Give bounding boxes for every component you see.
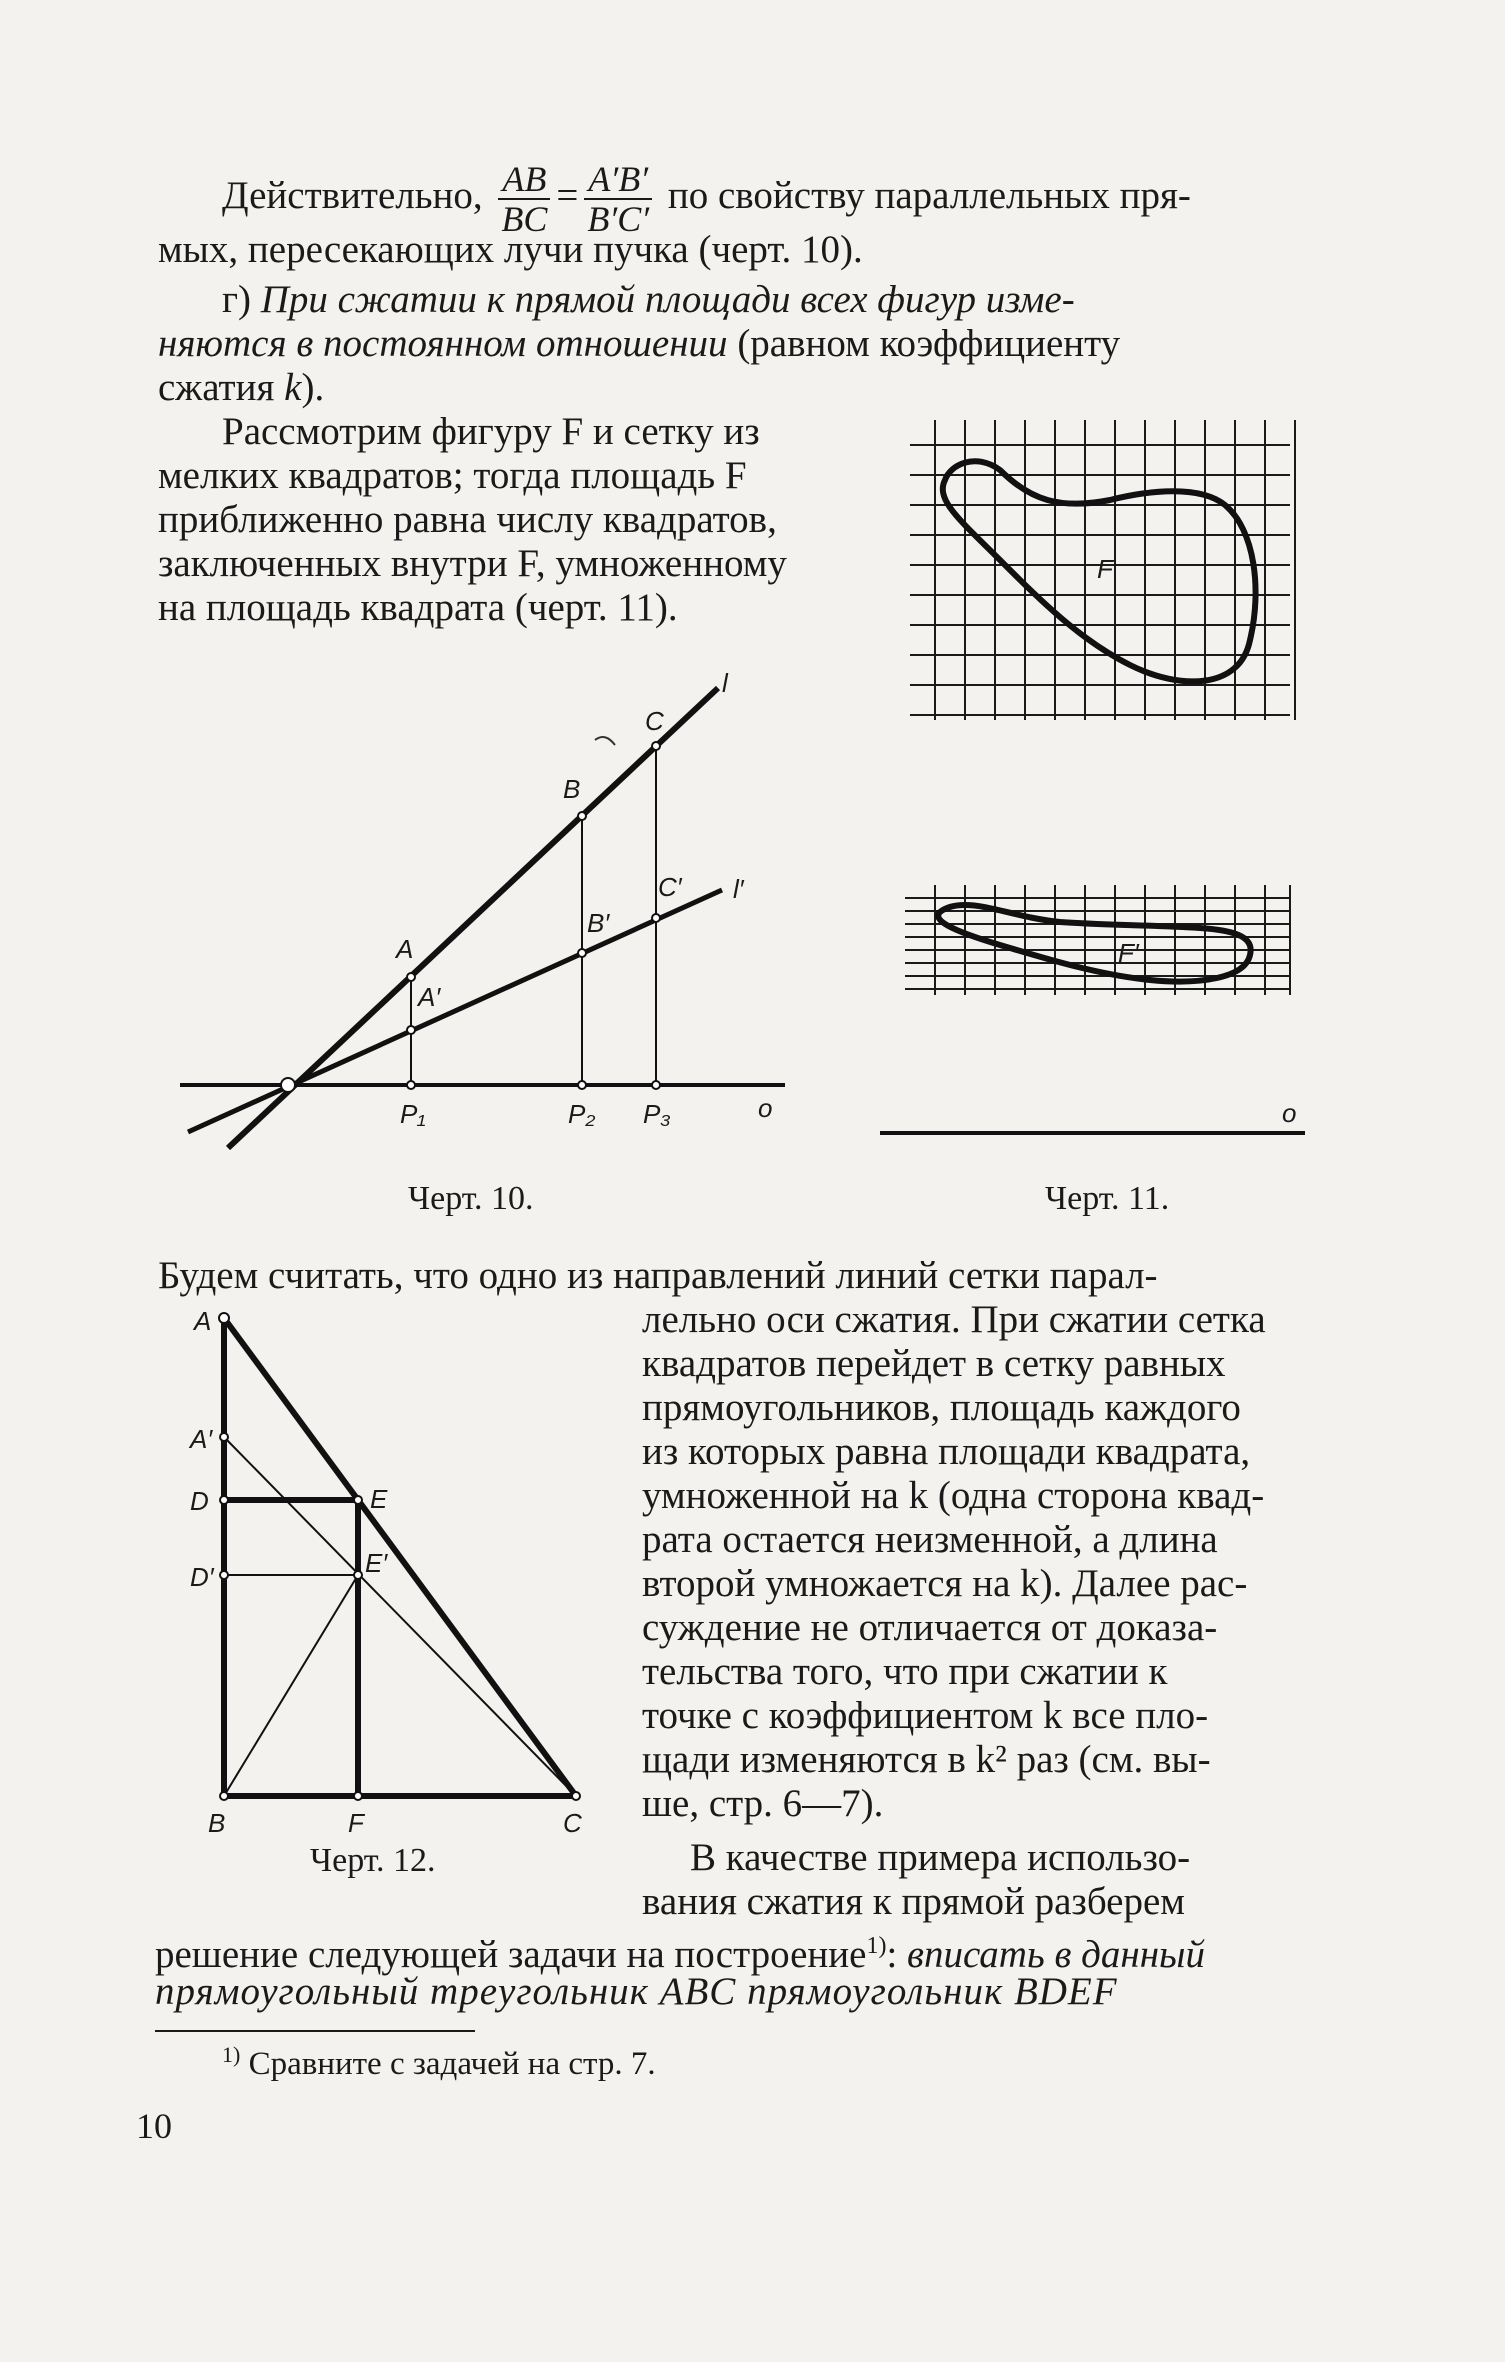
label-e-prime: E′ (365, 1548, 388, 1578)
para2-line3-end: ). (301, 366, 325, 409)
para3-line3: приближенно равна числу квадратов, (158, 498, 777, 541)
label-c: C (645, 706, 664, 736)
para5-line1: В качестве примера использо- (690, 1836, 1191, 1879)
label-c-fig12: C (563, 1808, 582, 1838)
page-number: 10 (136, 2106, 172, 2146)
para5-line3-italic: вписать в данный (907, 1933, 1205, 1976)
para4-line3: прямоугольников, площадь каждого (642, 1386, 1241, 1429)
para4-line9: тельства того, что при сжатии к (642, 1650, 1168, 1693)
para3-line5: на площадь квадрата (черт. 11). (158, 586, 678, 629)
footnote-text: Сравните с задачей на стр. 7. (248, 2046, 656, 2082)
label-o-fig11: o (1282, 1098, 1297, 1128)
para5-colon: : (886, 1933, 898, 1976)
label-l-prime: l′ (733, 874, 744, 904)
para2-k: k (284, 366, 302, 409)
label-b-fig12: B (208, 1808, 226, 1838)
line-b-e-prime (224, 1575, 358, 1796)
label-o: o (758, 1093, 773, 1123)
para3-line1: Рассмотрим фигуру F и сетку из (222, 410, 760, 453)
label-p3: P₃ (643, 1099, 671, 1129)
para5-line3-start: решение следующей задачи на построение (155, 1933, 867, 1976)
caption-fig10: Черт. 10. (408, 1180, 534, 1217)
label-f: F (1097, 554, 1113, 584)
label-b-prime: B′ (587, 908, 610, 938)
para4-line5: умноженной на k (одна сторона квад- (642, 1474, 1265, 1517)
para4-line1: лельно оси сжатия. При сжатии сетка (642, 1298, 1266, 1341)
para2-italic-1: При сжатии к прямой площади всех фигур изме- (260, 278, 1075, 321)
line-a-prime-c (224, 1437, 576, 1796)
label-p1: P₁ (400, 1099, 426, 1129)
label-a-prime: A′ (418, 982, 441, 1012)
label-b: B (563, 774, 581, 804)
frac1-denominator: BC (501, 199, 548, 239)
label-f-fig12: F (348, 1808, 364, 1838)
hypotenuse-ac (224, 1318, 576, 1796)
para3-line2: мелких квадратов; тогда площадь F (158, 454, 747, 497)
label-p2: P₂ (568, 1099, 596, 1129)
label-d: D (190, 1486, 209, 1516)
para2-line3-start: сжатия (158, 366, 275, 409)
para2-italic-2: няются в постоянном отношении (158, 322, 728, 365)
para2-tail-2: (равном коэффициенту (737, 322, 1121, 365)
para1-end: по свойству параллельных пря- (667, 173, 1191, 217)
label-e: E (370, 1484, 388, 1514)
para1-start: Действительно, (222, 173, 483, 217)
para1-line2: мых, пересекающих лучи пучка (черт. 10). (158, 228, 863, 271)
label-f-prime: F′ (1118, 938, 1139, 968)
footnote-mark: 1) (222, 2042, 241, 2067)
frac1-numerator: AB (498, 160, 550, 200)
label-a-prime-fig12: A′ (190, 1424, 213, 1454)
label-a-fig12: A (194, 1306, 212, 1336)
footnote (222, 2042, 656, 2083)
frac2-denominator: B′C′ (587, 199, 650, 239)
para5-line4: прямоугольный треугольник ABC прямоугольник BDEF (155, 1970, 1118, 2013)
para4-line11: щади изменяются в k² раз (см. вы- (642, 1738, 1211, 1781)
para4-line6: рата остается неизменной, а длина (642, 1518, 1218, 1561)
para4-line4: из которых равна площади квадрата, (642, 1430, 1251, 1473)
para4-line2: квадратов перейдет в сетку равных (642, 1342, 1226, 1385)
footnote-ref: 1) (866, 1933, 887, 1959)
para4-line8: суждение не отличается от доказа- (642, 1606, 1218, 1649)
para4-first-line: Будем считать, что одно из направлений линий сетки парал- (158, 1254, 1158, 1297)
para4-line10: точке с коэффициентом k все пло- (642, 1694, 1209, 1737)
equals-sign: = (556, 173, 579, 217)
frac2-numerator: A′B′ (584, 160, 652, 200)
caption-fig11: Черт. 11. (1045, 1180, 1170, 1217)
para4-line7: второй умножается на k). Далее рас- (642, 1562, 1248, 1605)
footnote-rule (155, 2030, 475, 2032)
caption-fig12: Черт. 12. (310, 1842, 436, 1879)
label-d-prime: D′ (190, 1562, 214, 1592)
para3-line4: заключенных внутри F, умноженному (158, 542, 787, 585)
label-a: A (396, 934, 414, 964)
label-l: l (722, 668, 728, 698)
label-c-prime: C′ (658, 872, 682, 902)
para2-prefix: г) (222, 278, 251, 321)
para4-line12: ше, стр. 6—7). (642, 1782, 884, 1825)
para5-line2: вания сжатия к прямой разберем (642, 1880, 1185, 1923)
